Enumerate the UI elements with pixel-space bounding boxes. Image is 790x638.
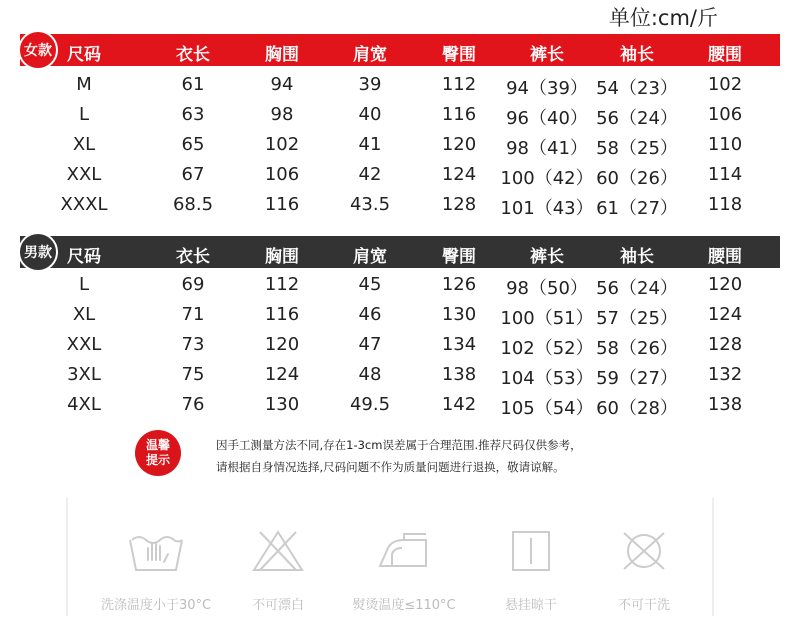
col-chest: 胸围 (265, 45, 299, 65)
col-shoulder: 肩宽 (353, 247, 387, 267)
men-cell: 49.5 (349, 394, 391, 415)
women-table-row (20, 190, 780, 220)
col-length: 衣长 (176, 247, 210, 267)
women-cell: XXL (66, 164, 102, 185)
col-pants-length: 裤长 (530, 45, 564, 65)
women-cell: L (78, 104, 90, 125)
men-cell: 138 (707, 394, 743, 415)
care-label-bleach: 不可漂白 (251, 598, 304, 613)
col-sleeve: 袖长 (620, 45, 654, 65)
women-table-row (20, 130, 780, 160)
col-size: 尺码 (67, 45, 101, 65)
women-cell: 118 (707, 194, 743, 215)
women-cell: XXXL (60, 194, 108, 215)
col-hip: 臀围 (442, 247, 476, 267)
men-table-row (20, 300, 780, 330)
tip-line-1: 因手工测量方法不同,存在1-3cm误差属于合理范围.推荐尺码仅供参考， (216, 438, 582, 452)
women-cell: 40 (358, 104, 382, 125)
men-cell: 120 (707, 274, 743, 295)
women-cell: 94 (270, 74, 294, 95)
men-cell: XXL (66, 334, 102, 355)
care-item-hang (471, 498, 591, 616)
care-instructions (66, 498, 714, 616)
men-cell: 105（54） (500, 398, 594, 419)
col-hip: 臀围 (442, 45, 476, 65)
men-cell: 126 (441, 274, 477, 295)
men-cell: 116 (264, 304, 300, 325)
women-cell: 128 (441, 194, 477, 215)
men-badge: 男款 (18, 232, 58, 272)
women-cell: 41 (358, 134, 382, 155)
men-cell: 100（51） (500, 308, 594, 329)
men-table-header (20, 236, 780, 268)
care-item-wash (96, 498, 216, 616)
tip-badge-line2: 提示 (145, 453, 170, 467)
col-pants-length: 裤长 (530, 247, 564, 267)
men-table-row (20, 270, 780, 300)
col-chest: 胸围 (265, 247, 299, 267)
col-size: 尺码 (67, 247, 101, 267)
men-cell: 138 (441, 364, 477, 385)
women-cell: 42 (358, 164, 382, 185)
col-length: 衣长 (176, 45, 210, 65)
women-table-row (20, 100, 780, 130)
care-label-hang: 悬挂晾干 (504, 598, 557, 613)
women-cell: 114 (707, 164, 743, 185)
men-table-row (20, 330, 780, 360)
men-cell: 75 (181, 364, 205, 385)
men-cell: 76 (181, 394, 205, 415)
women-cell: 110 (707, 134, 743, 155)
care-item-dryclean (584, 498, 704, 616)
women-cell: 39 (358, 74, 382, 95)
men-cell: 124 (264, 364, 300, 385)
men-cell: XL (72, 304, 96, 325)
women-cell: 67 (181, 164, 205, 185)
tip-line-2: 请根据自身情况选择,尺码问题不作为质量问题进行退换，敬请谅解。 (216, 460, 565, 474)
men-cell: 130 (441, 304, 477, 325)
men-cell: 4XL (67, 394, 101, 415)
women-table-row (20, 160, 780, 190)
col-waist: 腰围 (708, 247, 742, 267)
women-table-header (20, 34, 780, 66)
men-cell: 45 (358, 274, 382, 295)
men-cell: 57（25） (596, 308, 678, 329)
col-waist: 腰围 (708, 45, 742, 65)
women-cell: 58（25） (596, 138, 678, 159)
women-cell: 63 (181, 104, 205, 125)
unit-label: 单位:cm/斤 (608, 6, 718, 30)
women-cell: 96（40） (506, 108, 588, 129)
col-shoulder: 肩宽 (353, 45, 387, 65)
tip-badge-line1: 温馨 (145, 438, 170, 452)
care-item-iron (344, 498, 464, 616)
women-cell: 94（39） (506, 78, 588, 99)
iron-icon (374, 526, 434, 576)
men-cell: 130 (264, 394, 300, 415)
women-cell: XL (72, 134, 96, 155)
women-cell: 98 (270, 104, 294, 125)
women-cell: 100（42） (500, 168, 594, 189)
women-cell: 116 (441, 104, 477, 125)
men-cell: 134 (441, 334, 477, 355)
women-cell: 112 (441, 74, 477, 95)
women-cell: 102 (264, 134, 300, 155)
women-table-row (20, 70, 780, 100)
men-cell: 60（28） (596, 398, 678, 419)
care-label-iron: 熨烫温度≤110°C (352, 598, 456, 613)
men-cell: 46 (358, 304, 382, 325)
care-item-bleach (218, 498, 338, 616)
men-cell: L (78, 274, 90, 295)
women-cell: 61 (181, 74, 205, 95)
men-cell: 47 (358, 334, 382, 355)
women-cell: 56（24） (596, 108, 678, 129)
women-cell: 65 (181, 134, 205, 155)
hand-wash-icon (126, 526, 186, 576)
men-cell: 120 (264, 334, 300, 355)
women-cell: 120 (441, 134, 477, 155)
women-cell: 124 (441, 164, 477, 185)
men-cell: 102（52） (500, 338, 594, 359)
women-cell: 60（26） (596, 168, 678, 189)
women-cell: 116 (264, 194, 300, 215)
men-cell: 128 (707, 334, 743, 355)
women-cell: 106 (264, 164, 300, 185)
hang-dry-icon (501, 526, 561, 576)
men-cell: 56（24） (596, 278, 678, 299)
men-cell: 104（53） (500, 368, 594, 389)
men-table-row (20, 360, 780, 390)
men-cell: 124 (707, 304, 743, 325)
men-cell: 59（27） (596, 368, 678, 389)
men-cell: 71 (181, 304, 205, 325)
women-cell: 54（23） (596, 78, 678, 99)
men-cell: 69 (181, 274, 205, 295)
women-cell: 61（27） (596, 198, 678, 219)
men-cell: 3XL (67, 364, 101, 385)
men-cell: 132 (707, 364, 743, 385)
women-cell: 106 (707, 104, 743, 125)
men-cell: 48 (358, 364, 382, 385)
no-bleach-icon (248, 526, 308, 576)
women-cell: 43.5 (349, 194, 391, 215)
men-cell: 98（50） (506, 278, 588, 299)
women-cell: 102 (707, 74, 743, 95)
men-cell: 142 (441, 394, 477, 415)
women-cell: 101（43） (500, 198, 594, 219)
no-dry-clean-icon (614, 526, 674, 576)
tip-badge (135, 430, 181, 476)
care-label-wash: 洗涤温度小于30°C (100, 598, 212, 613)
women-cell: 68.5 (172, 194, 214, 215)
care-label-dryclean: 不可干洗 (617, 598, 670, 613)
women-badge: 女款 (18, 30, 58, 70)
women-cell: 98（41） (506, 138, 588, 159)
men-cell: 73 (181, 334, 205, 355)
women-cell: M (76, 74, 92, 95)
men-table-row (20, 390, 780, 420)
men-cell: 58（26） (596, 338, 678, 359)
men-cell: 112 (264, 274, 300, 295)
col-sleeve: 袖长 (620, 247, 654, 267)
